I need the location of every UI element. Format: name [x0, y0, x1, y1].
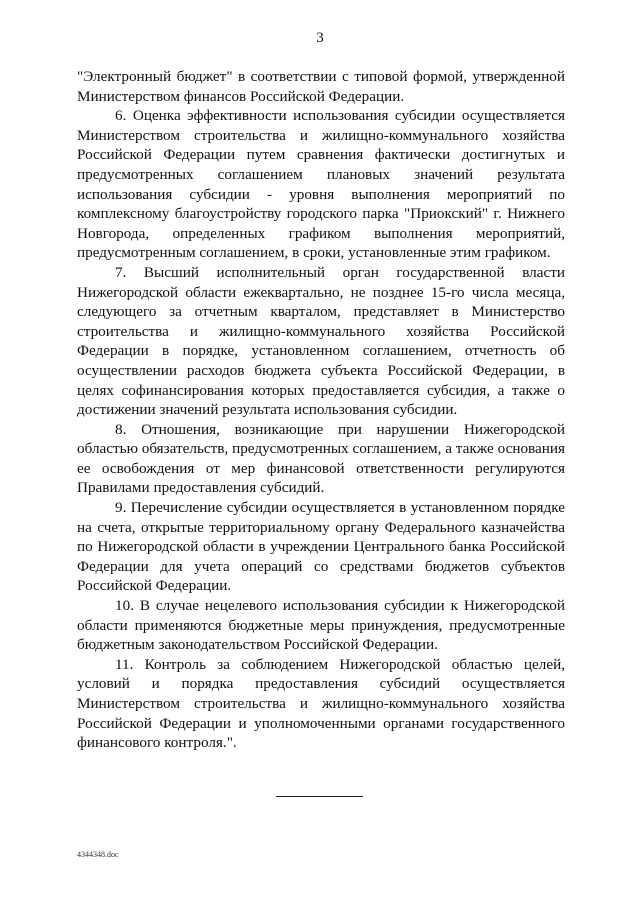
- document-code: 4344348.doc: [77, 850, 119, 859]
- document-body: [77, 67, 565, 753]
- paragraph-9: 9. Перечисление субсидии осуществляется в установленном порядке на счета, открытые территориальному органу Федерального казначейства по Нижегородской области в учреждении Центрального банка Российской Федерации для учета операций со средствами бюджетов субъектов Российской Федерации.: [77, 499, 565, 595]
- paragraph-7: 7. Высший исполнительный орган государственной власти Нижегородской области ежеквартально, не позднее 15-го числа месяца, следующего за отчетным кварталом, представляет в Министерство строительства и жилищно-коммунального хозяйства Российской Федерации в порядке, установленном соглашением, отчетность об осуществлении расходов бюджета субъекта Российской Федерации, в целях софинансирования которых предоставляется субсидия, а также о достижении значений результата использования субсидии.: [77, 263, 565, 419]
- paragraph-10: 10. В случае нецелевого использования субсидии к Нижегородской области применяются бюджетные меры принуждения, предусмотренные бюджетным законодательством Российской Федерации.: [77, 597, 565, 654]
- paragraph-11: 11. Контроль за соблюдением Нижегородской областью целей, условий и порядка предоставления субсидий осуществляется Министерством строительства и жилищно-коммунального хозяйства Российской Федерации и уполномоченными органами государственного финансового контроля.".: [77, 655, 565, 752]
- end-separator-line: [276, 796, 363, 797]
- paragraph-6: 6. Оценка эффективности использования субсидии осуществляется Министерством строительства и жилищно-коммунального хозяйства Российской Федерации путем сравнения фактически достигнутых и предусмотренных соглашением плановых значений результата использования субсидии - уровня выполнения мероприятий по комплексному благоустройству городского парка "Приокский" г. Нижнего Новгорода, определенных графиком выполнения мероприятий, предусмотренным соглашением, в сроки, установленные этим графиком.: [77, 107, 565, 262]
- paragraph-8: 8. Отношения, возникающие при нарушении Нижегородской областью обязательств, предусмотренных соглашением, а также основания ее освобождения от мер финансовой ответственности регулируются Правилами предоставления субсидий.: [77, 420, 565, 497]
- paragraph-continuation: "Электронный бюджет" в соответствии с типовой формой, утвержденной Министерством финансов Российской Федерации.: [77, 68, 565, 105]
- page-number: 3: [316, 30, 324, 46]
